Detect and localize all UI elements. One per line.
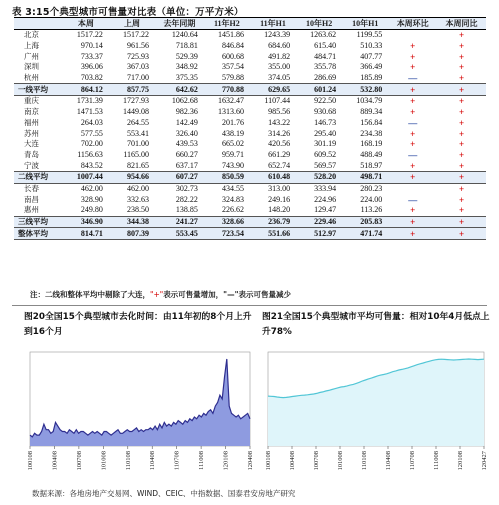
yoy-change-cell — [437, 150, 486, 161]
note-plus-sign: "+" — [150, 290, 164, 299]
value-cell: 142.49 — [175, 117, 198, 127]
chart21-avg-sellable — [262, 346, 490, 480]
value-cell: 629.65 — [250, 84, 296, 96]
value-cell: 471.74 — [342, 228, 388, 240]
value-cell: 301.19 — [314, 139, 337, 149]
wow-change-cell — [388, 51, 437, 62]
value-cell: 143.22 — [268, 117, 291, 127]
wow-change-cell — [388, 171, 437, 183]
value-cell: 148.20 — [268, 205, 291, 215]
value-cell: 551.66 — [250, 228, 296, 240]
value-cell: 661.29 — [268, 149, 291, 159]
table-row — [14, 194, 486, 205]
value-cell: 264.03 — [80, 117, 103, 127]
city-cell: 惠州 — [24, 205, 39, 215]
value-cell: 249.80 — [80, 205, 103, 215]
value-cell: 703.82 — [80, 73, 103, 83]
column-header: 上周 — [109, 18, 155, 30]
increase-sign: + — [458, 183, 465, 194]
value-cell: 985.56 — [268, 107, 291, 117]
column-header: 本周环比 — [388, 18, 437, 30]
value-cell: 1632.47 — [217, 96, 244, 106]
decrease-sign: — — [408, 194, 418, 205]
value-cell: 569.57 — [314, 160, 337, 170]
value-cell: 146.73 — [314, 117, 337, 127]
value-cell: 1471.53 — [76, 107, 103, 117]
value-cell: 717.00 — [127, 73, 150, 83]
value-cell: 328.90 — [80, 194, 103, 204]
chart21-title: 图21全国15个典型城市平均可售量：相对10年4月低点上升78% — [262, 312, 490, 337]
wow-change-cell — [388, 216, 437, 228]
value-cell: 462.00 — [127, 183, 150, 193]
table-row — [14, 41, 486, 52]
value-cell: 1240.64 — [171, 30, 198, 40]
table-row — [14, 96, 486, 107]
value-cell: 723.54 — [204, 228, 250, 240]
yoy-change-cell — [437, 171, 486, 183]
increase-sign: + — [458, 84, 465, 95]
yoy-change-cell — [437, 118, 486, 129]
wow-change-cell — [388, 160, 437, 171]
x-tick-label: 100708 — [75, 451, 83, 471]
value-cell: 201.76 — [221, 117, 244, 127]
city-cell: 南京 — [24, 107, 39, 117]
value-cell: 407.77 — [360, 51, 383, 61]
note-text-c: 表示可售量增加，"—"表示可售量减少 — [163, 290, 292, 299]
value-cell: 324.83 — [221, 194, 244, 204]
value-cell: 491.82 — [268, 51, 291, 61]
column-header: 10年H1 — [342, 18, 388, 30]
value-cell: 814.71 — [63, 228, 109, 240]
value-cell: 357.54 — [221, 62, 244, 72]
decrease-sign: — — [408, 73, 418, 84]
value-cell: 280.23 — [360, 183, 383, 193]
increase-sign: + — [410, 228, 416, 239]
value-cell: 367.03 — [127, 62, 150, 72]
increase-sign: + — [410, 139, 416, 150]
value-cell: 226.62 — [221, 205, 244, 215]
yoy-change-cell — [437, 205, 486, 216]
increase-sign: + — [458, 117, 465, 128]
wow-change-cell — [388, 194, 437, 205]
yoy-change-cell — [437, 84, 486, 96]
city-cell: 南昌 — [24, 194, 39, 204]
value-cell: 609.52 — [314, 149, 337, 159]
value-cell: 249.16 — [268, 194, 291, 204]
wow-change-cell — [388, 205, 437, 216]
value-cell: 229.46 — [296, 216, 342, 228]
wow-change-cell — [388, 128, 437, 139]
value-cell: 1263.62 — [310, 30, 337, 40]
increase-sign: + — [458, 149, 465, 160]
value-cell: 1107.44 — [264, 96, 291, 106]
value-cell: 637.17 — [175, 160, 198, 170]
increase-sign: + — [458, 139, 465, 150]
value-cell: 168.19 — [360, 139, 383, 149]
city-cell: 青岛 — [24, 149, 39, 159]
table-row — [14, 128, 486, 139]
value-cell: 302.73 — [175, 183, 198, 193]
increase-sign: + — [458, 30, 465, 41]
city-cell: 上海 — [24, 41, 39, 51]
value-cell: 528.20 — [296, 171, 342, 183]
value-cell: 1731.39 — [76, 96, 103, 106]
increase-sign: + — [410, 51, 416, 62]
increase-sign: + — [410, 62, 416, 73]
value-cell: 346.90 — [63, 216, 109, 228]
table-body — [14, 30, 486, 240]
increase-sign: + — [458, 62, 465, 73]
increase-sign: + — [410, 160, 416, 171]
value-cell: 577.55 — [80, 128, 103, 138]
value-cell: 922.50 — [314, 96, 337, 106]
value-cell: 224.00 — [360, 194, 383, 204]
value-cell: 156.84 — [360, 117, 383, 127]
wow-change-cell — [388, 41, 437, 52]
value-cell: 1156.63 — [77, 149, 103, 159]
value-cell: 1199.55 — [356, 30, 383, 40]
table-row — [14, 30, 486, 41]
value-cell: 1313.60 — [217, 107, 244, 117]
increase-sign: + — [410, 205, 416, 216]
increase-sign: + — [458, 51, 465, 62]
yoy-change-cell — [437, 30, 486, 41]
value-cell: 665.02 — [221, 139, 244, 149]
value-cell: 344.38 — [109, 216, 155, 228]
value-cell: 553.41 — [127, 128, 150, 138]
value-cell: 850.59 — [204, 171, 250, 183]
x-tick-label: 101008 — [337, 451, 344, 471]
value-cell: 532.80 — [342, 84, 388, 96]
value-cell: 954.66 — [109, 171, 155, 183]
yoy-change-cell — [437, 194, 486, 205]
increase-sign: + — [458, 205, 465, 216]
value-cell: 510.33 — [360, 41, 383, 51]
note-text-a: 注：二线和整体平均中剔除了大连， — [30, 290, 150, 299]
wow-change-cell — [388, 30, 437, 41]
value-cell: 601.24 — [296, 84, 342, 96]
city-cell: 整体平均 — [14, 228, 63, 240]
value-cell: 1034.79 — [356, 96, 383, 106]
table-title: 表 3:15个典型城市可售量对比表（单位：万平方米） — [12, 7, 244, 18]
wow-change-cell — [388, 183, 437, 194]
value-cell: 725.93 — [127, 51, 150, 61]
yoy-change-cell — [437, 139, 486, 150]
increase-sign: + — [458, 107, 465, 118]
wow-change-cell — [388, 150, 437, 161]
yoy-change-cell — [437, 62, 486, 73]
x-tick-label: 120108 — [222, 451, 230, 471]
x-tick-label: 120408 — [247, 451, 254, 471]
value-cell: 982.36 — [175, 107, 198, 117]
city-cell: 三线平均 — [14, 216, 63, 228]
value-cell: 607.27 — [155, 171, 204, 183]
table-row — [14, 139, 486, 150]
increase-sign: + — [458, 73, 465, 84]
x-tick-label: 101008 — [100, 451, 108, 471]
value-cell: 205.83 — [342, 216, 388, 228]
x-tick-label: 120108 — [457, 451, 464, 471]
value-cell: 1007.44 — [63, 171, 109, 183]
value-cell: 1243.39 — [264, 30, 291, 40]
value-cell: 282.22 — [175, 194, 198, 204]
value-cell: 702.00 — [80, 139, 103, 149]
value-cell: 286.69 — [314, 73, 337, 83]
value-cell: 238.50 — [127, 205, 150, 215]
increase-sign: + — [410, 84, 416, 95]
value-cell: 313.00 — [268, 183, 291, 193]
yoy-change-cell — [437, 73, 486, 84]
table-row — [14, 51, 486, 62]
column-header — [14, 18, 63, 30]
value-cell: 889.34 — [360, 107, 383, 117]
x-tick-label: 110408 — [149, 451, 157, 471]
value-cell: 959.71 — [221, 149, 244, 159]
x-tick-label: 111008 — [198, 451, 206, 471]
increase-sign: + — [458, 228, 465, 239]
value-cell: 1449.08 — [123, 107, 150, 117]
city-cell: 重庆 — [24, 96, 39, 106]
increase-sign: + — [410, 217, 416, 228]
value-cell: 439.53 — [175, 139, 198, 149]
value-cell: 348.92 — [175, 62, 198, 72]
value-cell: 843.52 — [80, 160, 103, 170]
chart20-title: 图20全国15个典型城市去化时间：由11年初的8个月上升到16个月 — [24, 312, 252, 337]
value-cell: 1727.93 — [123, 96, 150, 106]
value-cell: 138.85 — [175, 205, 198, 215]
value-cell: 185.89 — [360, 73, 383, 83]
increase-sign: + — [458, 41, 465, 52]
value-cell: 264.55 — [127, 117, 150, 127]
city-cell: 福州 — [24, 117, 39, 127]
table-row — [14, 150, 486, 161]
value-cell: 615.40 — [314, 41, 337, 51]
wow-change-cell — [388, 73, 437, 84]
increase-sign: + — [458, 172, 465, 183]
city-cell: 广州 — [24, 51, 39, 61]
value-cell: 770.88 — [204, 84, 250, 96]
city-cell: 杭州 — [24, 73, 39, 83]
value-cell: 518.97 — [360, 160, 383, 170]
table-row — [14, 118, 486, 129]
x-tick-label: 100408 — [51, 451, 59, 471]
yoy-change-cell — [437, 51, 486, 62]
wow-change-cell — [388, 62, 437, 73]
value-cell: 610.48 — [250, 171, 296, 183]
value-cell: 328.66 — [204, 216, 250, 228]
x-tick-label: 110108 — [361, 451, 368, 471]
column-header: 10年H2 — [296, 18, 342, 30]
column-header: 本周 — [63, 18, 109, 30]
table-row — [14, 62, 486, 73]
value-cell: 498.71 — [342, 171, 388, 183]
value-cell: 438.19 — [221, 128, 244, 138]
wow-change-cell — [388, 228, 437, 240]
increase-sign: + — [458, 96, 465, 107]
table-row — [14, 107, 486, 118]
value-cell: 864.12 — [63, 84, 109, 96]
table-row — [14, 205, 486, 216]
city-cell: 宁波 — [24, 160, 39, 170]
data-source: 数据来源：各地房地产交易网、WIND、CEIC、中指数据、国泰君安房地产研究 — [32, 489, 296, 498]
value-cell: 374.05 — [268, 73, 291, 83]
value-cell: 684.60 — [268, 41, 291, 51]
yoy-change-cell — [437, 160, 486, 171]
value-cell: 821.65 — [127, 160, 150, 170]
column-header: 去年同期 — [155, 18, 204, 30]
increase-sign: + — [410, 128, 416, 139]
value-cell: 970.14 — [80, 41, 103, 51]
column-header: 11年H1 — [250, 18, 296, 30]
value-cell: 718.81 — [175, 41, 198, 51]
yoy-change-cell — [437, 183, 486, 194]
increase-sign: + — [458, 217, 465, 228]
value-cell: 600.68 — [221, 51, 244, 61]
increase-sign: + — [410, 172, 416, 183]
value-cell: 512.97 — [296, 228, 342, 240]
increase-sign: + — [410, 107, 416, 118]
city-cell: 大连 — [24, 139, 39, 149]
value-cell: 807.39 — [109, 228, 155, 240]
table-row — [14, 183, 486, 194]
value-cell: 355.78 — [314, 62, 337, 72]
increase-sign: + — [458, 194, 465, 205]
x-tick-label: 110108 — [124, 451, 132, 471]
value-cell: 733.37 — [80, 51, 103, 61]
value-cell: 434.55 — [221, 183, 244, 193]
value-cell: 484.71 — [314, 51, 337, 61]
wow-change-cell — [388, 118, 437, 129]
increase-sign: + — [458, 160, 465, 171]
value-cell: 846.84 — [221, 41, 244, 51]
yoy-change-cell — [437, 128, 486, 139]
value-cell: 660.27 — [175, 149, 198, 159]
x-tick-label: 110708 — [173, 451, 181, 471]
value-cell: 241.27 — [155, 216, 204, 228]
decrease-sign: — — [408, 117, 418, 128]
sellable-inventory-table — [14, 17, 486, 240]
subtotal-row — [14, 228, 486, 240]
value-cell: 396.06 — [80, 62, 103, 72]
value-cell: 488.49 — [360, 149, 383, 159]
value-cell: 930.68 — [314, 107, 337, 117]
value-cell: 553.45 — [155, 228, 204, 240]
value-cell: 420.56 — [268, 139, 291, 149]
increase-sign: + — [458, 128, 465, 139]
column-header: 本周同比 — [437, 18, 486, 30]
value-cell: 1517.22 — [123, 30, 150, 40]
table-row — [14, 73, 486, 84]
x-tick-label: 110408 — [385, 451, 392, 471]
value-cell: 462.00 — [80, 183, 103, 193]
section-divider — [12, 305, 487, 306]
x-tick-label: 111008 — [433, 451, 440, 471]
x-tick-label: 120427 — [481, 451, 488, 471]
value-cell: 743.90 — [221, 160, 244, 170]
value-cell: 366.49 — [360, 62, 383, 72]
value-cell: 857.75 — [109, 84, 155, 96]
city-cell: 长春 — [24, 183, 39, 193]
value-cell: 314.26 — [268, 128, 291, 138]
wow-change-cell — [388, 139, 437, 150]
value-cell: 295.40 — [314, 128, 337, 138]
subtotal-row — [14, 171, 486, 183]
city-cell: 二线平均 — [14, 171, 63, 183]
yoy-change-cell — [437, 228, 486, 240]
table-note — [30, 289, 291, 300]
value-cell: 579.88 — [221, 73, 244, 83]
value-cell: 326.40 — [175, 128, 198, 138]
value-cell: 961.56 — [127, 41, 150, 51]
increase-sign: + — [410, 96, 416, 107]
x-tick-label: 100708 — [313, 451, 320, 471]
value-cell: 224.96 — [314, 194, 337, 204]
subtotal-row — [14, 84, 486, 96]
value-cell: 701.00 — [127, 139, 150, 149]
value-cell: 333.94 — [314, 183, 337, 193]
yoy-change-cell — [437, 96, 486, 107]
decrease-sign: — — [408, 149, 418, 160]
wow-change-cell — [388, 96, 437, 107]
value-cell: 1062.68 — [171, 96, 198, 106]
city-cell: 北京 — [24, 30, 39, 40]
increase-sign: + — [410, 41, 416, 52]
city-cell: 苏州 — [24, 128, 39, 138]
yoy-change-cell — [437, 41, 486, 52]
value-cell: 234.38 — [360, 128, 383, 138]
x-tick-label: 100108 — [265, 451, 272, 471]
column-header: 11年H2 — [204, 18, 250, 30]
subtotal-row — [14, 216, 486, 228]
value-cell: 236.79 — [250, 216, 296, 228]
chart20-destocking-time — [24, 346, 256, 480]
value-cell: 355.00 — [268, 62, 291, 72]
value-cell: 1165.00 — [123, 149, 150, 159]
x-tick-label: 100108 — [27, 451, 34, 471]
city-cell: 深圳 — [24, 62, 39, 72]
value-cell: 129.47 — [314, 205, 337, 215]
value-cell: 332.63 — [127, 194, 150, 204]
value-cell: 1451.86 — [217, 30, 244, 40]
value-cell: 529.39 — [175, 51, 198, 61]
table-header-row — [14, 18, 486, 30]
wow-change-cell — [388, 107, 437, 118]
value-cell: 375.35 — [175, 73, 198, 83]
table-row — [14, 160, 486, 171]
value-cell: 642.62 — [155, 84, 204, 96]
value-cell: 1517.22 — [76, 30, 103, 40]
city-cell: 一线平均 — [14, 84, 63, 96]
value-cell: 652.74 — [268, 160, 291, 170]
wow-change-cell — [388, 84, 437, 96]
value-cell: 113.26 — [360, 205, 383, 215]
yoy-change-cell — [437, 216, 486, 228]
x-tick-label: 110708 — [409, 451, 416, 471]
x-tick-label: 100408 — [289, 451, 296, 471]
yoy-change-cell — [437, 107, 486, 118]
